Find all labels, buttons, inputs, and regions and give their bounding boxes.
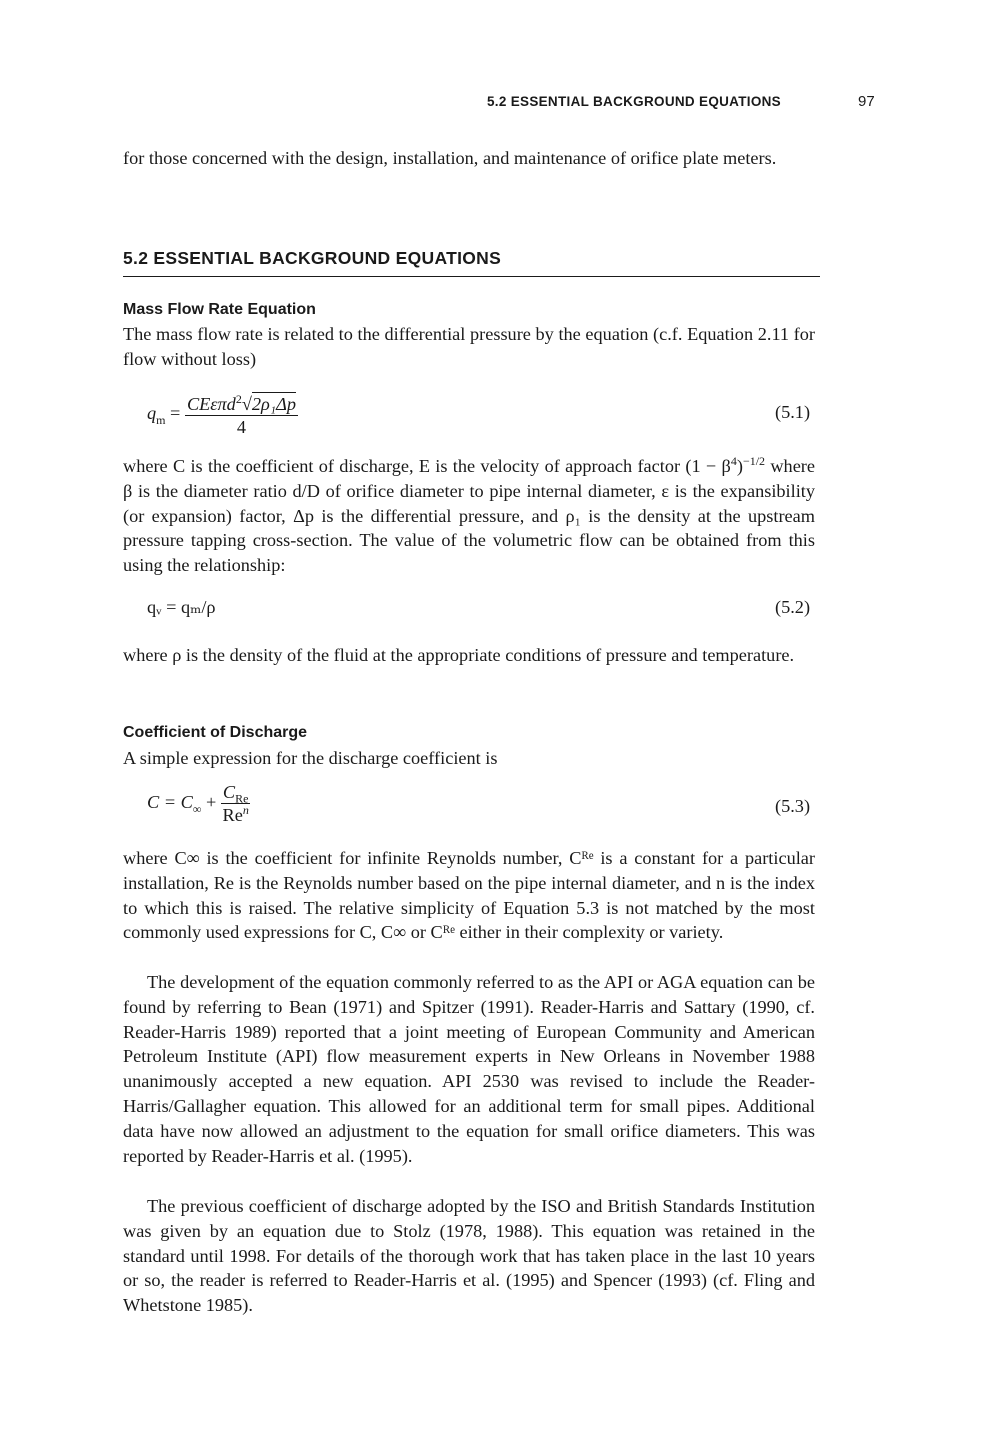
eq1-number: (5.1): [775, 402, 811, 422]
section-rule: [123, 276, 820, 277]
mass-flow-intro: The mass flow rate is related to the differential pressure by the equation (c.f. Equation 2.11 for flow without loss): [123, 324, 815, 369]
discharge-intro: A simple expression for the discharge coefficient is: [123, 748, 498, 768]
eq3-number: (5.3): [775, 796, 811, 816]
eq1-denominator: 4: [185, 415, 298, 438]
mass-flow-explanation: where C is the coefficient of discharge, E is the velocity of approach factor $(1 - \beta^4)^{-1/2}$ where β is the diameter ratio d/D of orifice diameter to pipe internal diameter, ε is the expansibility (or expansion) factor, Δp is the differential pressure, and ρ₁ is the density at the upstream pressure tapping cross-section. The value of the volumetric flow can be obtained from this using the relationship:: [123, 453, 816, 576]
eq1-lhs: q: [147, 403, 157, 424]
running-head: 5.2 ESSENTIAL BACKGROUND EQUATIONS: [487, 94, 781, 109]
equation-5-3: $C = C_\infty$ + $\frac{C_{Re}}{Re^n}$: [147, 782, 249, 825]
eq3-fraction: [221, 782, 251, 826]
eq1-lhs-sub: m: [156, 412, 166, 427]
eq2-number: (5.2): [775, 597, 811, 617]
eq3-numerator: $C_{Re}$: [222, 782, 249, 806]
eq1-fraction: [185, 392, 298, 438]
section-heading: 5.2 ESSENTIAL BACKGROUND EQUATIONS: [123, 248, 502, 268]
subheading-mass-flow: Mass Flow Rate Equation: [123, 301, 316, 318]
eq3-denominator: Re$^n$: [222, 802, 249, 825]
eq1-numerator: CEεπd$^2$√2ρ₁Δp: [186, 391, 297, 414]
discharge-paragraph-3: The previous coefficient of discharge adopted by the ISO and British Standards Institution was given by an equation due to Stolz (1978, 1988). This equation was retained in the standard until 1998. For details of the thorough work that has taken place in the last 10 years or so, the reader is referred to Reader-Harris et al. (1995) and Spencer (1993) (cf. Fling and Whetstone 1985).: [123, 1196, 815, 1316]
eq1-equals: =: [165, 403, 185, 424]
after-eq2-paragraph: where ρ is the density of the fluid at the appropriate conditions of pressure and temperature.: [123, 645, 795, 665]
page-number: 97: [858, 93, 875, 110]
discharge-explanation: where C∞ is the coefficient for infinite Reynolds number, Cᴿᵉ is a constant for a particular installation, Re is the Reynolds number based on the pipe internal diameter, and n is the index to which this is raised. The relative simplicity of Equation 5.3 is not matched by the most commonly used expressions for C, C∞ or Cᴿᵉ either in their complexity or variety.: [123, 848, 815, 943]
intro-paragraph: for those concerned with the design, installation, and maintenance of orifice plate meters.: [123, 148, 777, 168]
subheading-discharge: Coefficient of Discharge: [123, 724, 308, 741]
equation-5-2: qᵥ = qₘ/ρ: [147, 597, 216, 617]
discharge-paragraph-2: The development of the equation commonly referred to as the API or AGA equation can be found by referring to Bean (1971) and Spitzer (1991). Reader-Harris and Sattary (1990, cf. Reader-Harris 1989) reported that a joint meeting of European Community and American Petroleum Institute (API) flow measurement experts in New Orleans in November 1988 unanimously accepted a new equation. API 2530 was revised to include the Reader-Harris/Gallagher equation. This allowed for an additional term for small pipes. Additional data have now allowed an adjustment to the equation for small orifice diameters. This was reported by Reader-Harris et al. (1995).: [123, 972, 815, 1166]
equation-5-1: [147, 392, 298, 438]
